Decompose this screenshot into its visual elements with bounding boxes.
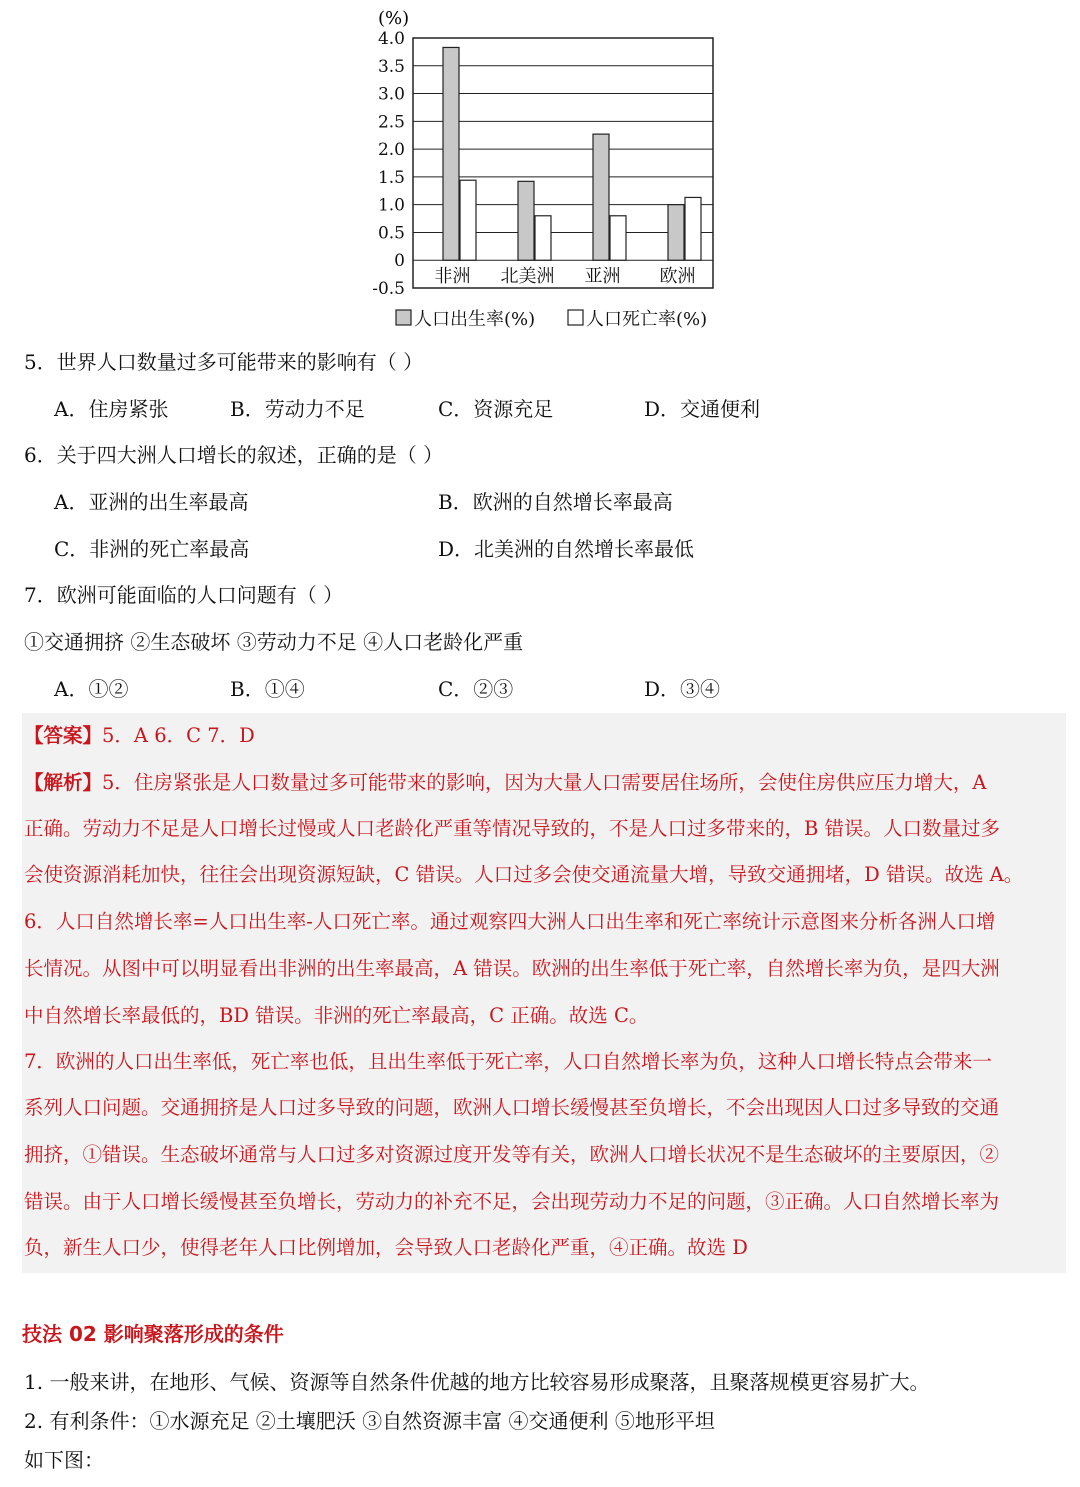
chart-y-tick-label: -0.5: [372, 279, 405, 299]
chart-y-tick-label: 1.0: [377, 195, 405, 216]
chart-x-tick-label: 非洲: [434, 266, 471, 288]
analysis-tag: 【解析】: [24, 771, 103, 794]
chart-y-tick-label: 3.5: [377, 56, 405, 77]
chart-legend: [396, 309, 707, 330]
analysis-line: 6．人口自然增长率=人口出生率-人口死亡率。通过观察四大洲人口出生率和死亡率统计示意图来分析各洲人口增: [24, 910, 996, 933]
chart-bar: [610, 216, 626, 260]
chart-x-ticks: [435, 266, 696, 287]
question-5-option-d: D．交通便利: [644, 397, 761, 421]
chart-y-ticks: [372, 29, 405, 299]
population-rate-chart: [360, 0, 740, 340]
section-heading: 技法 02 影响聚落形成的条件: [22, 1322, 284, 1346]
chart-bar: [685, 197, 701, 260]
question-6-option-d: D．北美洲的自然增长率最低: [438, 537, 695, 561]
chart-y-tick-label: 2.0: [377, 140, 405, 161]
chart-x-tick-label: 欧洲: [659, 266, 696, 288]
chart-bar: [518, 181, 534, 260]
analysis-line: 正确。劳动力不足是人口增长过慢或人口老龄化严重等情况导致的，不是人口过多带来的，B 错误。人口数量过多: [24, 817, 1001, 840]
chart-y-tick-label: 0: [394, 251, 405, 272]
answer-tag: 【答案】: [24, 724, 103, 747]
question-7-items: ①交通拥挤 ②生态破坏 ③劳动力不足 ④人口老龄化严重: [24, 630, 524, 654]
chart-y-tick-label: 4.0: [377, 29, 405, 49]
analysis-text: 5．住房紧张是人口数量过多可能带来的影响，因为大量人口需要居住场所，会使住房供应压力增大，A: [102, 771, 987, 794]
chart-y-tick-label: 0.5: [377, 223, 405, 244]
chart-bar: [535, 216, 551, 260]
chart-x-tick-label: 北美洲: [500, 266, 555, 288]
section-paragraph-3: 如下图：: [24, 1448, 104, 1472]
analysis-line: 负，新生人口少，使得老年人口比例增加，会导致人口老龄化严重，④正确。故选 D: [24, 1236, 748, 1259]
question-6-option-c: C．非洲的死亡率最高: [54, 537, 250, 561]
analysis-line: 系列人口问题。交通拥挤是人口过多导致的问题，欧洲人口增长缓慢甚至负增长，不会出现因人口过多导致的交通: [24, 1096, 1000, 1119]
analysis-line: 长情况。从图中可以明显看出非洲的出生率最高，A 错误。欧洲的出生率低于死亡率，自然增长率为负，是四大洲: [24, 957, 1000, 980]
chart-legend-label: 人口出生率(%): [414, 309, 536, 330]
chart-legend-label: 人口死亡率(%): [586, 309, 708, 330]
chart-legend-swatch: [568, 310, 583, 325]
question-7-option-a: A．①②: [54, 677, 129, 701]
answer-text: 5．A 6．C 7．D: [102, 724, 255, 747]
analysis-line: 会使资源消耗加快，往往会出现资源短缺，C 错误。人口过多会使交通流量大增，导致交通拥堵，D 错误。故选 A。: [24, 863, 1024, 886]
question-7-option-b: B．①④: [230, 677, 305, 701]
question-6-option-a: A．亚洲的出生率最高: [54, 490, 249, 514]
question-7-stem: 7．欧洲可能面临的人口问题有（ ）: [24, 583, 344, 607]
chart-y-tick-label: 1.5: [377, 167, 405, 188]
chart-y-tick-label: 2.5: [377, 112, 405, 133]
analysis-line: 拥挤，①错误。生态破坏通常与人口过多对资源过度开发等有关，欧洲人口增长状况不是生态破坏的主要原因，②: [24, 1143, 1000, 1166]
question-5-stem: 5．世界人口数量过多可能带来的影响有（ ）: [24, 350, 424, 374]
analysis-line: 中自然增长率最低的，BD 错误。非洲的死亡率最高，C 正确。故选 C。: [24, 1004, 649, 1027]
question-6-option-b: B．欧洲的自然增长率最高: [438, 490, 673, 514]
question-5-option-c: C．资源充足: [438, 397, 554, 421]
analysis-line: 错误。由于人口增长缓慢甚至负增长，劳动力的补充不足，会出现劳动力不足的问题，③正确。人口自然增长率为: [24, 1190, 1000, 1213]
question-5-option-a: A．住房紧张: [54, 397, 169, 421]
section-paragraph-1: 1. 一般来讲，在地形、气候、资源等自然条件优越的地方比较容易形成聚落，且聚落规模更容易扩大。: [24, 1370, 930, 1394]
question-7-option-c: C．②③: [438, 677, 514, 701]
chart-bar: [443, 47, 459, 260]
section-paragraph-2: 2. 有利条件：①水源充足 ②土壤肥沃 ③自然资源丰富 ④交通便利 ⑤地形平坦: [24, 1409, 715, 1433]
chart-bar: [668, 205, 684, 261]
chart-bar: [460, 180, 476, 260]
chart-bar: [593, 134, 609, 260]
question-5-option-b: B．劳动力不足: [230, 397, 365, 421]
chart-legend-swatch: [396, 310, 411, 325]
chart-bars: [443, 47, 701, 260]
analysis-line: 7．欧洲的人口出生率低，死亡率也低，且出生率低于死亡率，人口自然增长率为负，这种人口增长特点会带来一: [24, 1050, 992, 1073]
chart-unit-label: (%): [378, 8, 410, 29]
question-7-option-d: D．③④: [644, 677, 721, 701]
chart-x-tick-label: 亚洲: [584, 266, 621, 288]
analysis-line: [24, 769, 987, 797]
answer-line: [24, 722, 255, 750]
chart-y-tick-label: 3.0: [377, 84, 405, 105]
question-6-stem: 6．关于四大洲人口增长的叙述，正确的是（ ）: [24, 443, 444, 467]
